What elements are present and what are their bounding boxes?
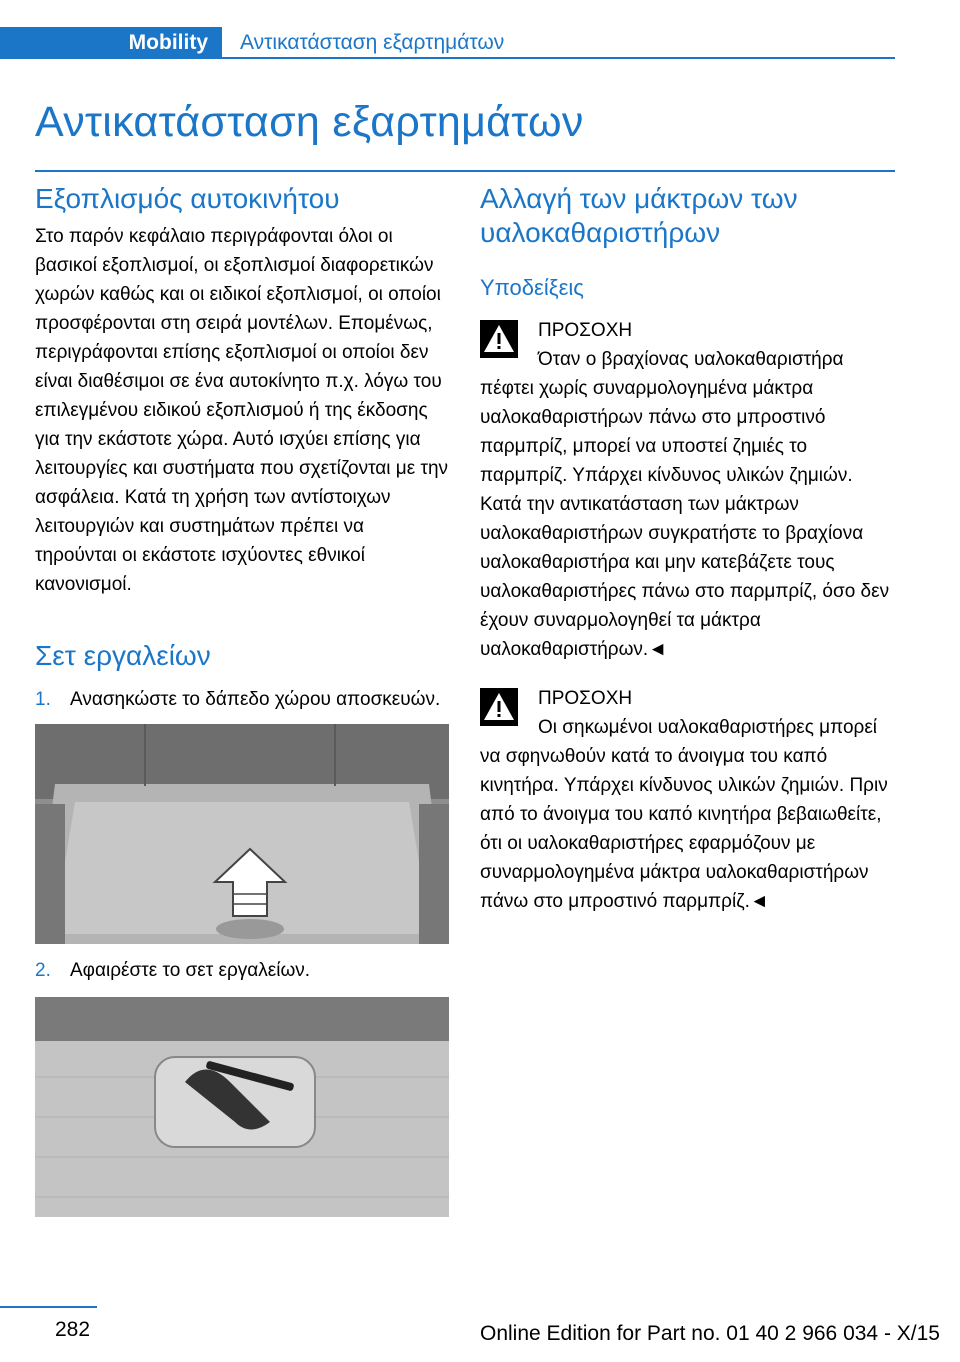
section-tab: Mobility — [0, 27, 222, 59]
warning-icon — [480, 320, 518, 358]
equipment-text: Στο παρόν κεφάλαιο περιγράφονται όλοι οι βασικοί εξοπλισμοί, οι εξοπλισμοί διαφορετικών χωρών καθώς και οι ειδικοί εξοπλισμοί, οι οποίοι προσφέρονται στη σειρά μοντέλων. Επομένως, περιγράφονται επίσης εξοπλισμοί οι οποίοι δεν είναι διαθέσιμοι σε ένα αυτοκίνητο π.χ. λόγω του επιλεγμένου ειδικού εξοπλισμού ή της έκδοσης για την εκάστοτε χώρα. Αυτό ισχύει επίσης για λειτουργίες και συστήματα που σχετίζονται με την ασφάλεια. Κατά τη χρήση των αντίστοιχων λειτουργιών και συστημάτων πρέπει να τηρούνται οι εκάστοτε ισχύοντες εθνικοί κανονισμοί. — [35, 226, 449, 595]
left-column — [35, 180, 449, 1217]
warning-1-label: ΠΡΟΣΟΧΗ — [538, 320, 633, 341]
toolkit-image — [35, 997, 449, 1217]
warning-icon — [480, 688, 518, 726]
warning-2-label: ΠΡΟΣΟΧΗ — [538, 688, 633, 709]
warning-1-text: πέφτει χωρίς συναρμολογημένα μάκτρα υαλοκαθαριστήρων πάνω στο μπροστινό παρμπρίζ, μπορεί να υποστεί ζημιές το παρμπρίζ. Υπάρχει κίνδυνος υλικών ζημιών. Κατά την αντικατάσταση των μάκτρων υαλοκαθαριστήρων συγκρατήστε το βραχίονα υαλοκαθαριστήρα και μην κατεβάζετε τους υαλοκαθαριστήρες πάνω στο παρμπρίζ, όσο δεν έχουν συναρμολογηθεί τα μάκτρα υαλοκαθαριστήρων.◄ — [480, 378, 890, 660]
step-2-number: 2. — [35, 960, 51, 981]
step-1-number: 1. — [35, 689, 51, 710]
step-2-text: Αφαιρέστε το σετ εργαλείων. — [70, 960, 311, 981]
wiper-heading: Αλλαγή των μάκτρων των υαλοκαθαριστήρων — [480, 183, 798, 248]
equipment-heading: Εξοπλισμός αυτοκινήτου — [35, 183, 340, 214]
warning-2 — [480, 684, 894, 916]
page-number: 282 — [55, 1318, 91, 1341]
toolkit-photo — [35, 997, 449, 1217]
running-header — [0, 27, 895, 59]
notes-heading: Υποδείξεις — [480, 275, 584, 300]
warning-1-text-first-line: Όταν ο βραχίονας υαλοκαθαριστήρα — [538, 349, 844, 370]
toolkit-heading: Σετ εργαλείων — [35, 640, 211, 671]
warning-1 — [480, 316, 894, 664]
title-rule — [35, 170, 895, 172]
warning-2-text: να σφηνωθούν κατά το άνοιγμα του καπό κινητήρα. Υπάρχει κίνδυνος υλικών ζημιών. Πριν από το άνοιγμα του καπό κινητήρα βεβαιωθείτε, ότι οι υαλοκαθαριστήρες εφαρμόζουν με συναρμολογημένα μάκτρα υαλοκαθαριστήρων πάνω στο μπροστινό παρμπρίζ.◄ — [480, 746, 888, 912]
step-1 — [35, 685, 449, 714]
right-column — [480, 180, 894, 916]
header-rule — [222, 57, 895, 59]
cargo-floor-arrow-image — [35, 724, 449, 944]
floor-lift-photo — [35, 724, 449, 944]
chapter-tab: Αντικατάσταση εξαρτημάτων — [240, 31, 505, 54]
warning-2-text-first-line: Οι σηκωμένοι υαλοκαθαριστήρες μπορεί — [538, 717, 878, 738]
step-1-text: Ανασηκώστε το δάπεδο χώρου αποσκευών. — [70, 689, 441, 710]
step-2 — [35, 956, 449, 985]
page-title: Αντικατάσταση εξαρτημάτων — [35, 98, 584, 146]
page-number-rule — [0, 1306, 97, 1308]
footer-edition: Online Edition for Part no. 01 40 2 966 034 - X/15 — [480, 1322, 940, 1345]
